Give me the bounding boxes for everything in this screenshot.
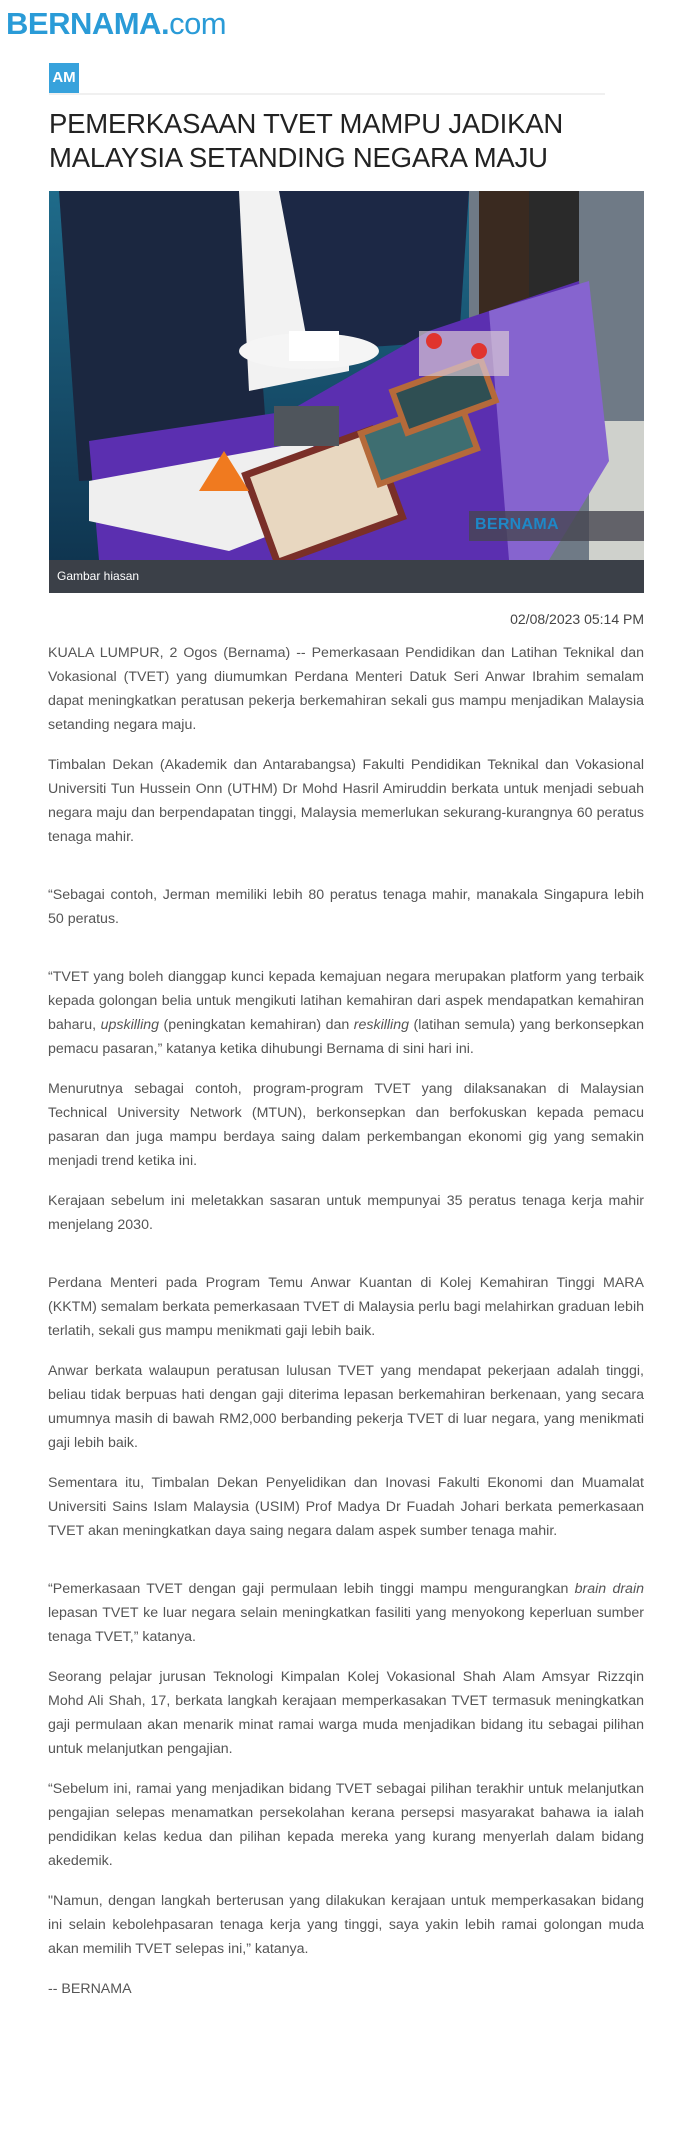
text-run: (peningkatan kemahiran) dan [159,1017,354,1033]
paragraph: KUALA LUMPUR, 2 Ogos (Bernama) -- Pemerkasaan Pendidikan dan Latihan Teknikal dan Vokasional (TVET) yang diumumkan Perdana Menteri Datuk Seri Anwar Ibrahim semalam dapat meningkatkan peratusan pekerja berkemahiran sekali gus mampu menjadikan Malaysia setanding negara maju. [48,645,644,733]
image-caption: Gambar hiasan [49,560,644,593]
paragraph [48,965,644,1061]
watermark-text: BERNAMA [475,516,559,533]
paragraph: "Namun, dengan langkah berterusan yang dilakukan kerajaan untuk memperkasakan bidang ini selain kebolehpasaran tenaga kerja yang tinggi, saya yakin lebih ramai golongan muda akan memilih TVET selepas ini,” katanya. [48,1893,644,1957]
text-run: “TVET yang boleh dianggap kunci kepada kemajuan negara merupakan platform yang terbaik kepada golongan belia untuk mengikuti latihan kemahiran dari aspek mendapatkan kemahiran baharu, [48,969,644,1033]
article-figure [49,191,644,593]
logo-dot: . [160,6,170,41]
paragraph: Menurutnya sebagai contoh, program-program TVET yang dilaksanakan di Malaysian Technical University Network (MTUN), berkonsepkan dan berfokuskan kepada pemacu pasaran dan juga mampu berdaya saing dalam perkembangan ekonomi gig yang semakin menjadi trend ketika ini. [48,1081,644,1169]
logo-tld: com [169,6,227,41]
paragraph: Anwar berkata walaupun peratusan lulusan TVET yang mendapat pekerjaan adalah tinggi, beliau tidak berpuas hati dengan gaji diterima lepasan berkemahiran berkenaan, yang secara umumnya masih di bawah RM2,000 berbanding pekerja TVET di luar negara, yang menikmati gaji lebih baik. [48,1363,644,1451]
paragraph: “Sebelum ini, ramai yang menjadikan bidang TVET sebagai pilihan terakhir untuk melanjutkan pengajian selepas menamatkan persekolahan kerana persepsi masyarakat bahawa ia ialah pendidikan kelas kedua dan pilihan kepada mereka yang kurang menyerlah dalam bidang akedemik. [48,1781,644,1869]
paragraph: “Sebagai contoh, Jerman memiliki lebih 80 peratus tenaga mahir, manakala Singapura lebih 50 peratus. [48,887,644,927]
emphasis-text: reskilling [353,1017,409,1033]
paragraph: Seorang pelajar jurusan Teknologi Kimpalan Kolej Vokasional Shah Alam Amsyar Rizzqin Mohd Ali Shah, 17, berkata langkah kerajaan memperkasakan TVET termasuk meningkatkan gaji permulaan akan menarik minat ramai warga muda menjadikan bidang itu sebagai pilihan untuk melanjutkan pengajian. [48,1669,644,1757]
article-signoff: -- BERNAMA [48,1981,132,1997]
publish-datetime: 02/08/2023 05:14 PM [510,611,644,627]
paragraph: Timbalan Dekan (Akademik dan Antarabangsa) Fakulti Pendidikan Teknikal dan Vokasional Universiti Tun Hussein Onn (UTHM) Dr Mohd Hasril Amiruddin berkata untuk menjadi sebuah negara maju dan berpendapatan tinggi, Malaysia memerlukan sekurang-kurangnya 60 peratus tenaga mahir. [48,757,644,845]
photo-watermark [469,511,644,541]
emphasis-text: upskilling [100,1017,160,1033]
site-logo[interactable] [6,6,226,42]
paragraph: Kerajaan sebelum ini meletakkan sasaran untuk mempunyai 35 peratus tenaga kerja mahir menjelang 2030. [48,1193,644,1233]
category-row [49,63,605,95]
article-photo [49,191,644,560]
paragraph: Sementara itu, Timbalan Dekan Penyelidikan dan Inovasi Fakulti Ekonomi dan Muamalat Universiti Sains Islam Malaysia (USIM) Prof Madya Dr Fuadah Johari berkata pemerkasaan TVET akan meningkatkan daya saing negara dalam aspek sumber tenaga mahir. [48,1475,644,1539]
logo-brand: BERNAMA [6,6,161,41]
article-body [48,641,644,2017]
category-badge[interactable]: AM [49,63,79,93]
emphasis-text: brain drain [574,1581,644,1597]
article-title: PEMERKASAAN TVET MAMPU JADIKAN MALAYSIA SETANDING NEGARA MAJU [49,108,564,173]
photo-illustration [49,191,644,560]
paragraph: Perdana Menteri pada Program Temu Anwar Kuantan di Kolej Kemahiran Tinggi MARA (KKTM) semalam berkata pemerkasaan TVET di Malaysia perlu bagi melahirkan graduan lebih terlatih, sekali gus mampu menikmati gaji lebih baik. [48,1275,644,1339]
text-run: lepasan TVET ke luar negara selain meningkatkan fasiliti yang menyokong keperluan sumber tenaga TVET,” katanya. [48,1605,644,1645]
paragraph [48,1577,644,1649]
text-run: “Pemerkasaan TVET dengan gaji permulaan lebih tinggi mampu mengurangkan [48,1581,575,1597]
text-run: (latihan semula) yang berkonsepkan pemacu pasaran,” katanya ketika dihubungi Bernama di sini hari ini. [48,1017,644,1057]
